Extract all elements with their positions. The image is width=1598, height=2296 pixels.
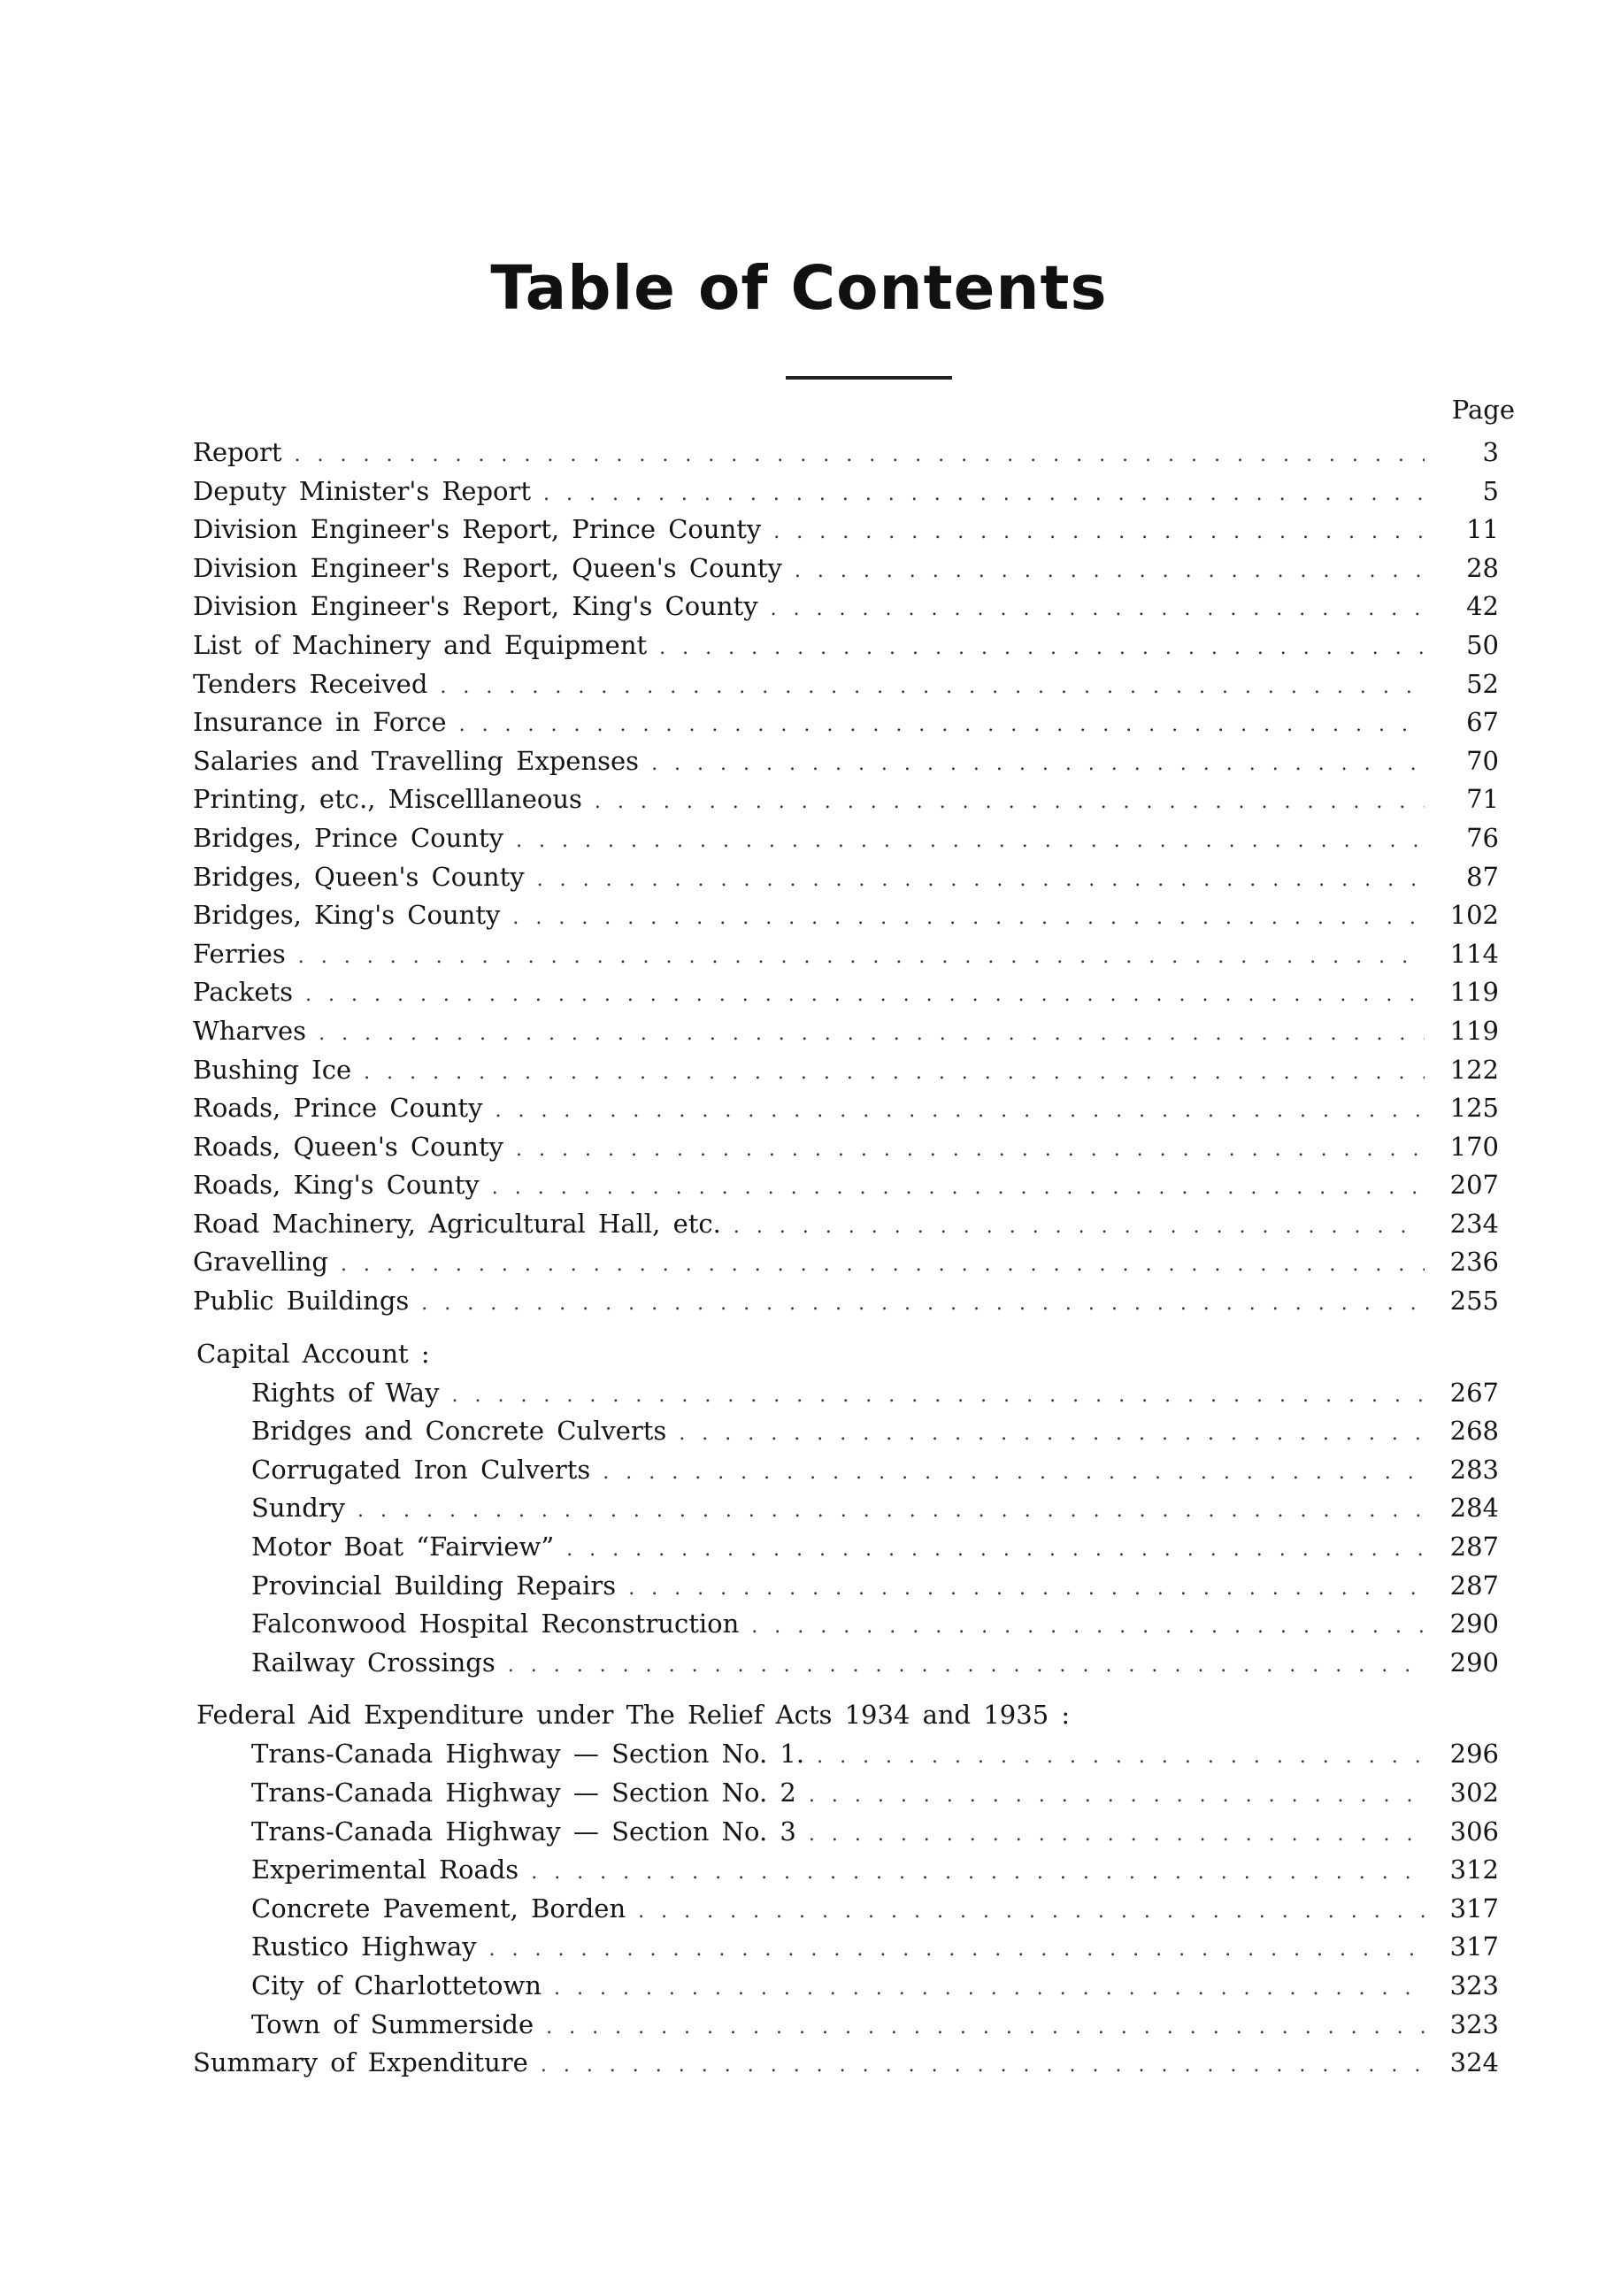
dot-leader [516, 1131, 1425, 1170]
toc-entry-label: List of Machinery and Equipment [193, 629, 648, 660]
dot-leader [546, 2008, 1425, 2047]
toc-entry-page: 290 [1449, 1647, 1499, 1678]
toc-entry [193, 511, 1499, 549]
toc-entry-page: 76 [1466, 822, 1499, 853]
dot-leader [440, 668, 1425, 707]
toc-entry-page: 324 [1449, 2047, 1499, 2078]
toc-entry-label: Sundry [251, 1493, 346, 1524]
toc-entry [193, 1605, 1499, 1644]
toc-entry-page: 119 [1449, 977, 1499, 1008]
toc-entry-page: 284 [1449, 1493, 1499, 1524]
toc-entry-page: 312 [1449, 1854, 1499, 1885]
toc-entry [193, 1282, 1499, 1321]
toc-entry-label: Rustico Highway [251, 1931, 477, 1962]
toc-entry [193, 1774, 1499, 1813]
toc-entry-label: Trans-Canada Highway — Section No. 3 [251, 1816, 796, 1847]
toc-entry-page: 268 [1449, 1416, 1499, 1447]
toc-entry-label: Division Engineer's Report, Queen's County [193, 552, 782, 583]
toc-entry-label: Roads, Queen's County [193, 1131, 504, 1162]
page-title: Table of Contents [490, 253, 1108, 324]
dot-leader [638, 1893, 1425, 1931]
dot-leader [628, 1570, 1425, 1609]
title-divider [786, 376, 952, 380]
toc-entry-label: Report [193, 437, 282, 467]
toc-entry [193, 587, 1499, 626]
toc-entry [193, 1166, 1499, 1205]
toc-entry [193, 1851, 1499, 1890]
dot-leader [459, 706, 1425, 745]
page-column-header: Page [1451, 395, 1515, 425]
toc-entry [193, 742, 1499, 781]
toc-entry-label: Motor Boat “Fairview” [251, 1532, 555, 1563]
dot-leader [651, 745, 1425, 784]
toc-entry-label: Bridges, Prince County [193, 822, 504, 853]
toc-entry [193, 973, 1499, 1012]
toc-entry-label: Summary of Expenditure [193, 2047, 528, 2078]
dot-leader [421, 1285, 1425, 1324]
toc-entry-summary [193, 2044, 1499, 2083]
dot-leader [543, 475, 1425, 514]
toc-entry-label: Ferries [193, 938, 286, 969]
capital-account-entries [193, 1374, 1499, 1683]
toc-entry [193, 1735, 1499, 1774]
dot-leader [298, 938, 1425, 977]
toc-entry-page: 70 [1466, 745, 1499, 776]
toc-entry-label: Rights of Way [251, 1377, 440, 1408]
toc-entry-page: 125 [1449, 1093, 1499, 1124]
toc-entry-page: 323 [1449, 2008, 1499, 2039]
toc-entry-label: Railway Crossings [251, 1647, 496, 1678]
dot-leader [489, 1931, 1425, 1970]
toc-entry-label: Public Buildings [193, 1286, 410, 1317]
dot-leader [751, 1608, 1425, 1647]
dot-leader [305, 976, 1425, 1015]
dot-leader [679, 1415, 1425, 1454]
toc-entry-page: 87 [1466, 861, 1499, 892]
toc-entry [193, 1089, 1499, 1128]
dot-leader [341, 1246, 1425, 1285]
toc-entry-page: 267 [1449, 1377, 1499, 1408]
dot-leader [451, 1377, 1425, 1416]
toc-entry-label: Roads, King's County [193, 1170, 480, 1201]
toc-entry [193, 626, 1499, 665]
toc-entry [193, 1451, 1499, 1490]
toc-entry-label: Town of Summerside [251, 2008, 534, 2039]
dot-leader [492, 1169, 1425, 1208]
toc-entry-label: Bridges and Concrete Culverts [251, 1416, 667, 1447]
dot-leader [364, 1054, 1425, 1093]
toc-entry-page: 119 [1449, 1015, 1499, 1046]
toc-entry [193, 472, 1499, 511]
toc-entry [193, 1051, 1499, 1090]
dot-leader [603, 1454, 1425, 1493]
toc-entry [193, 819, 1499, 858]
toc-entry-label: Packets [193, 977, 294, 1008]
toc-entry-label: Insurance in Force [193, 707, 447, 738]
dot-leader [512, 899, 1425, 938]
toc-entry-page: 71 [1466, 784, 1499, 815]
toc-entry [193, 1890, 1499, 1929]
toc-entry-label: Bushing Ice [193, 1054, 352, 1085]
dot-leader [771, 590, 1425, 629]
toc-entry-label: Bridges, Queen's County [193, 861, 525, 892]
toc-entry [193, 1567, 1499, 1606]
dot-leader [809, 1816, 1425, 1854]
toc-entry-page: 302 [1449, 1778, 1499, 1808]
toc-entry-page: 283 [1449, 1454, 1499, 1485]
dot-leader [516, 822, 1425, 861]
toc-entry-page: 287 [1449, 1570, 1499, 1601]
toc-entry-page: 255 [1449, 1286, 1499, 1317]
toc-entry [193, 780, 1499, 819]
toc-entry [193, 434, 1499, 472]
toc-entry-label: Road Machinery, Agricultural Hall, etc. [193, 1208, 721, 1239]
toc-entry-label: Bridges, King's County [193, 900, 501, 931]
toc-entry [193, 1205, 1499, 1244]
dot-leader [537, 861, 1425, 900]
toc-entry [193, 1128, 1499, 1167]
toc-entry-label: City of Charlottetown [251, 1970, 542, 2000]
dot-leader [795, 552, 1425, 591]
toc-entry [193, 1412, 1499, 1451]
dot-leader [595, 783, 1425, 822]
toc-entry [193, 1528, 1499, 1567]
dot-leader [541, 2046, 1425, 2085]
toc-entry-label: Experimental Roads [251, 1854, 519, 1885]
toc-entry-page: 5 [1482, 475, 1499, 506]
toc-list [193, 434, 1499, 2083]
toc-entry-label: Deputy Minister's Report [193, 475, 532, 506]
dot-leader [659, 629, 1425, 668]
dot-leader [508, 1647, 1425, 1686]
toc-entry [193, 703, 1499, 742]
toc-entry [193, 858, 1499, 897]
toc-entry-label: Division Engineer's Report, Prince County [193, 514, 762, 545]
toc-entry-page: 50 [1466, 629, 1499, 660]
toc-entry-page: 3 [1482, 437, 1499, 467]
toc-entry-label: Provincial Building Repairs [251, 1570, 617, 1601]
toc-entry-page: 170 [1449, 1131, 1499, 1162]
toc-entry-page: 317 [1449, 1893, 1499, 1924]
toc-entry [193, 1967, 1499, 2006]
toc-entry-label: Printing, etc., Miscelllaneous [193, 784, 582, 815]
dot-leader [773, 513, 1425, 552]
toc-entry-page: 42 [1466, 591, 1499, 622]
dot-leader [319, 1015, 1425, 1054]
toc-entry-label: Trans-Canada Highway — Section No. 2 [251, 1778, 796, 1808]
toc-entry-label: Salaries and Travelling Expenses [193, 745, 640, 776]
toc-entry [193, 2006, 1499, 2045]
dot-leader [531, 1854, 1425, 1893]
toc-entry [193, 1813, 1499, 1852]
toc-entry-page: 28 [1466, 552, 1499, 583]
toc-entry [193, 935, 1499, 974]
toc-entry-page: 102 [1449, 900, 1499, 931]
toc-entry-label: Tenders Received [193, 668, 428, 699]
toc-entry-page: 122 [1449, 1054, 1499, 1085]
toc-entry-page: 52 [1466, 668, 1499, 699]
toc-entry-page: 323 [1449, 1970, 1499, 2000]
toc-entry-page: 317 [1449, 1931, 1499, 1962]
toc-entry-page: 234 [1449, 1208, 1499, 1239]
federal-aid-heading: Federal Aid Expenditure under The Relief Acts 1934 and 1935 : [196, 1700, 1071, 1731]
toc-entry [193, 1012, 1499, 1051]
toc-entry [193, 1374, 1499, 1413]
toc-entry [193, 1644, 1499, 1683]
toc-entry-label: Concrete Pavement, Borden [251, 1893, 626, 1924]
toc-entry-label: Division Engineer's Report, King's County [193, 591, 758, 622]
toc-entry-label: Wharves [193, 1015, 307, 1046]
main-entries [193, 434, 1499, 1321]
capital-account-heading: Capital Account : [196, 1338, 430, 1369]
toc-entry-page: 67 [1466, 707, 1499, 738]
toc-entry-label: Roads, Prince County [193, 1093, 483, 1124]
federal-aid-entries [193, 1735, 1499, 2044]
toc-entry-page: 306 [1449, 1816, 1499, 1847]
toc-entry-page: 207 [1449, 1170, 1499, 1201]
toc-entry [193, 1928, 1499, 1967]
dot-leader [734, 1208, 1425, 1247]
toc-entry [193, 549, 1499, 588]
toc-entry-page: 290 [1449, 1609, 1499, 1639]
toc-entry-page: 11 [1466, 514, 1499, 545]
dot-leader [495, 1092, 1425, 1131]
dot-leader [809, 1777, 1425, 1816]
dot-leader [554, 1970, 1425, 2008]
toc-entry-page: 114 [1449, 938, 1499, 969]
toc-entry-page: 287 [1449, 1532, 1499, 1563]
dot-leader [566, 1531, 1425, 1570]
dot-leader [295, 436, 1425, 475]
toc-entry-label: Falconwood Hospital Reconstruction [251, 1609, 740, 1639]
toc-entry-label: Trans-Canada Highway — Section No. 1. [251, 1739, 805, 1770]
toc-entry-label: Corrugated Iron Culverts [251, 1454, 591, 1485]
toc-entry [193, 1489, 1499, 1528]
toc-entry-page: 296 [1449, 1739, 1499, 1770]
toc-entry-page: 236 [1449, 1247, 1499, 1278]
dot-leader [817, 1738, 1425, 1777]
toc-entry [193, 665, 1499, 704]
toc-entry-label: Gravelling [193, 1247, 328, 1278]
toc-entry [193, 896, 1499, 935]
toc-entry [193, 1243, 1499, 1282]
dot-leader [357, 1492, 1425, 1531]
